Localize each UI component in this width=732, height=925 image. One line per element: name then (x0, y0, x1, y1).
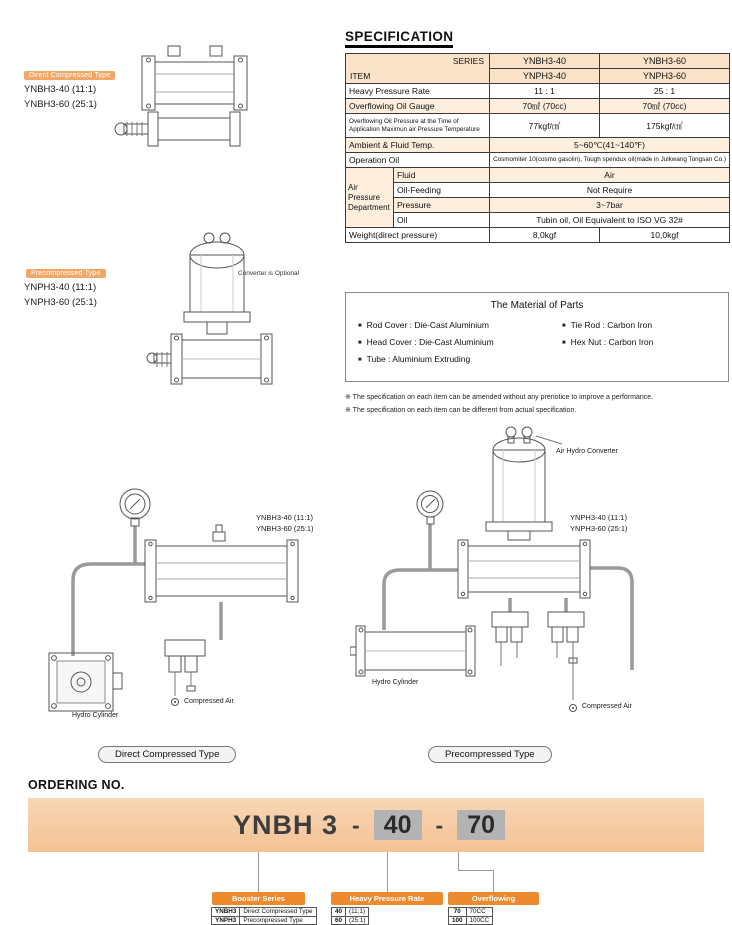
pressure-value: 3~7bar (490, 198, 730, 213)
operation-oil-value: Cosmomiter 10(cosmo gasolin), Tough spendux oil(made in Julkwang Tongsan Co.) (490, 153, 730, 168)
series-item-corner-cell (346, 54, 490, 84)
booster-series-label: Booster Series (212, 892, 305, 905)
oil-gauge-value-1: 70㎖ (70cc) (490, 99, 600, 114)
right-hydro-cylinder-label: Hydro Cylinder (372, 679, 419, 686)
desc-cell: 70CC (466, 908, 493, 917)
col-header-ynbh3-40: YNBH3-40 (490, 54, 600, 69)
row-label-heavy-pressure: Heavy Pressure Rate (346, 84, 490, 99)
heavy-pressure-rate-label: Heavy Pressure Rate (331, 892, 443, 905)
left-hydro-cylinder-label: Hydro Cylinder (72, 712, 119, 719)
oil-pressure-value-2: 175kgf/㎠ (600, 114, 730, 138)
spec-notes (345, 392, 729, 417)
right-diagram-model-1: YNPH3-40 (11:1) (570, 513, 627, 522)
pre-type-label-wrap (26, 262, 106, 280)
row-label-oil: Oil (394, 213, 490, 228)
table-row (332, 916, 369, 925)
pressure-gauge (417, 491, 443, 524)
precompressed-pump-illustration (145, 228, 295, 423)
table-row (449, 916, 493, 925)
oil-feeding-value: Not Require (490, 183, 730, 198)
direct-models (24, 82, 97, 112)
air-hydro-converter-label: Air Hydro Converter (556, 448, 618, 455)
specification-section (345, 28, 730, 243)
booster-body (458, 540, 590, 598)
ordering-code (233, 798, 505, 852)
row-label-pressure: Pressure (394, 198, 490, 213)
left-compressed-air-label: Compressed Air (184, 698, 234, 705)
material-of-parts-box (345, 292, 729, 382)
pre-model-2: YNPH3-60 (25:1) (24, 297, 97, 309)
pressure-gauge (120, 489, 150, 526)
right-compressed-air-label: Compressed Air (582, 703, 632, 710)
direct-pump-illustration (112, 40, 277, 168)
pre-type-label: Precompressed Type (26, 269, 106, 278)
oil-gauge-value-2: 70㎖ (70cc) (600, 99, 730, 114)
pipe (73, 564, 145, 656)
ambient-temp-value: 5~60℃(41~140℉) (490, 138, 730, 153)
air-hydro-converter (486, 427, 562, 540)
weight-value-2: 10,0kgf (600, 228, 730, 243)
series-label: SERIES (452, 56, 484, 66)
col-header-ynph3-40: YNPH3-40 (490, 69, 600, 84)
code-cell: YNBH3 (212, 908, 240, 917)
connector-line (458, 852, 459, 871)
right-diagram-model-2: YNPH3-60 (25:1) (570, 524, 628, 534)
connector-line (258, 852, 259, 892)
col-header-ynbh3-60: YNBH3-60 (600, 54, 730, 69)
overflowing-label: Overflowing (448, 892, 539, 905)
right-diagram-models (570, 512, 628, 535)
oil-pressure-value-1: 77kgf/㎠ (490, 114, 600, 138)
booster-series-table (211, 907, 317, 925)
left-diagram-model-1: YNBH3-40 (11:1) (256, 513, 313, 522)
code-cell: 40 (332, 908, 346, 917)
code-cell: 100 (449, 916, 467, 925)
left-diagram-models (256, 512, 314, 535)
code-dash-2: - (435, 811, 444, 838)
connector-line (493, 870, 494, 892)
row-label-operation-oil: Operation Oil (346, 153, 490, 168)
col-header-ynph3-60: YNPH3-60 (600, 69, 730, 84)
table-row (449, 908, 493, 917)
material-item: ■ Hex Nut : Carbon Iron (562, 337, 716, 347)
code-cell: YNPH3 (212, 916, 240, 925)
material-item: ■ Rod Cover : Die-Cast Aluminium (358, 320, 562, 330)
right-caption-text: Precompressed Type (428, 746, 552, 763)
overflowing-table (448, 907, 493, 925)
item-label: ITEM (350, 71, 371, 81)
left-caption-text: Direct Compressed Type (98, 746, 236, 763)
code-flow: 70 (457, 810, 505, 840)
row-label-oil-pressure: Overflowing Oil Pressure at the Time of Application Maximun air Pressure Temperature (346, 114, 490, 138)
spec-note-1: ※ The specification on each item can be amended without any prenotice to improve a performance. (345, 394, 654, 401)
left-diagram-model-2: YNBH3-60 (25:1) (256, 524, 314, 534)
booster-body (145, 525, 298, 602)
connector-line (387, 852, 388, 892)
fluid-value: Air (490, 168, 730, 183)
heavy-pressure-value-1: 11 : 1 (490, 84, 600, 99)
row-label-weight: Weight(direct pressure) (346, 228, 490, 243)
code-rate: 40 (374, 810, 422, 840)
row-label-oil-feeding: Oil-Feeding (394, 183, 490, 198)
desc-cell: (25:1) (346, 916, 369, 925)
material-item: ■ Tube : Aluminium Extruding (358, 354, 562, 364)
compressed-air-marker (172, 699, 179, 706)
heavy-pressure-value-2: 25 : 1 (600, 84, 730, 99)
direct-type-label: Direct Compressed Type (24, 71, 115, 80)
pipe (590, 568, 632, 670)
converter-optional-note: Converter is Optional (238, 270, 300, 277)
desc-cell: (11:1) (346, 908, 369, 917)
specification-title: SPECIFICATION (345, 29, 453, 48)
left-caption-pill (98, 744, 236, 763)
material-item: ■ Tie Rod : Carbon Iron (562, 320, 716, 330)
desc-cell: Direct Compressed Type (240, 908, 316, 917)
row-label-fluid: Fluid (394, 168, 490, 183)
table-row (332, 908, 369, 917)
direct-piping-diagram (15, 468, 335, 740)
code-cell: 70 (449, 908, 467, 917)
desc-cell: 100CC (466, 916, 493, 925)
material-item: ■ Head Cover : Die-Cast Aluminium (358, 337, 562, 347)
direct-type-label-wrap (24, 64, 115, 82)
code-dash-1: - (352, 811, 360, 838)
material-list (358, 320, 716, 364)
valve-unit (165, 640, 205, 696)
pre-models (24, 280, 97, 310)
table-row (212, 916, 317, 925)
direct-model-1: YNBH3-40 (11:1) (24, 84, 97, 95)
spec-note-2: ※ The specification on each item can be different from actual specification. (345, 406, 577, 414)
row-label-ambient-temp: Ambient & Fluid Temp. (346, 138, 490, 153)
desc-cell: Precompressed Type (240, 916, 316, 925)
specification-table (345, 53, 730, 243)
direct-model-2: YNBH3-60 (25:1) (24, 99, 97, 111)
table-row (212, 908, 317, 917)
row-label-oil-gauge: Overflowing Oil Gauge (346, 99, 490, 114)
heavy-pressure-rate-table (331, 907, 369, 925)
right-caption-pill (428, 744, 552, 763)
oil-value: Tubin oil, Oil Equivalent to ISO VG 32# (490, 213, 730, 228)
hydro-cylinder (49, 653, 122, 711)
valve-unit (548, 612, 584, 700)
hydro-cylinder (350, 626, 475, 676)
compressed-air-marker (570, 705, 577, 712)
precompressed-piping-diagram (350, 420, 720, 742)
code-cell: 60 (332, 916, 346, 925)
ordering-banner (28, 798, 704, 852)
valve-unit (492, 612, 528, 666)
connector-line (458, 870, 494, 871)
code-series: YNBH 3 (233, 809, 339, 840)
ordering-title: ORDERING NO. (28, 778, 125, 792)
pre-model-1: YNPH3-40 (11:1) (24, 282, 97, 293)
material-title: The Material of Parts (490, 300, 584, 311)
pipe (384, 570, 458, 630)
weight-value-1: 8,0kgf (490, 228, 600, 243)
air-pressure-group-label: Air Pressure Department (346, 168, 394, 228)
